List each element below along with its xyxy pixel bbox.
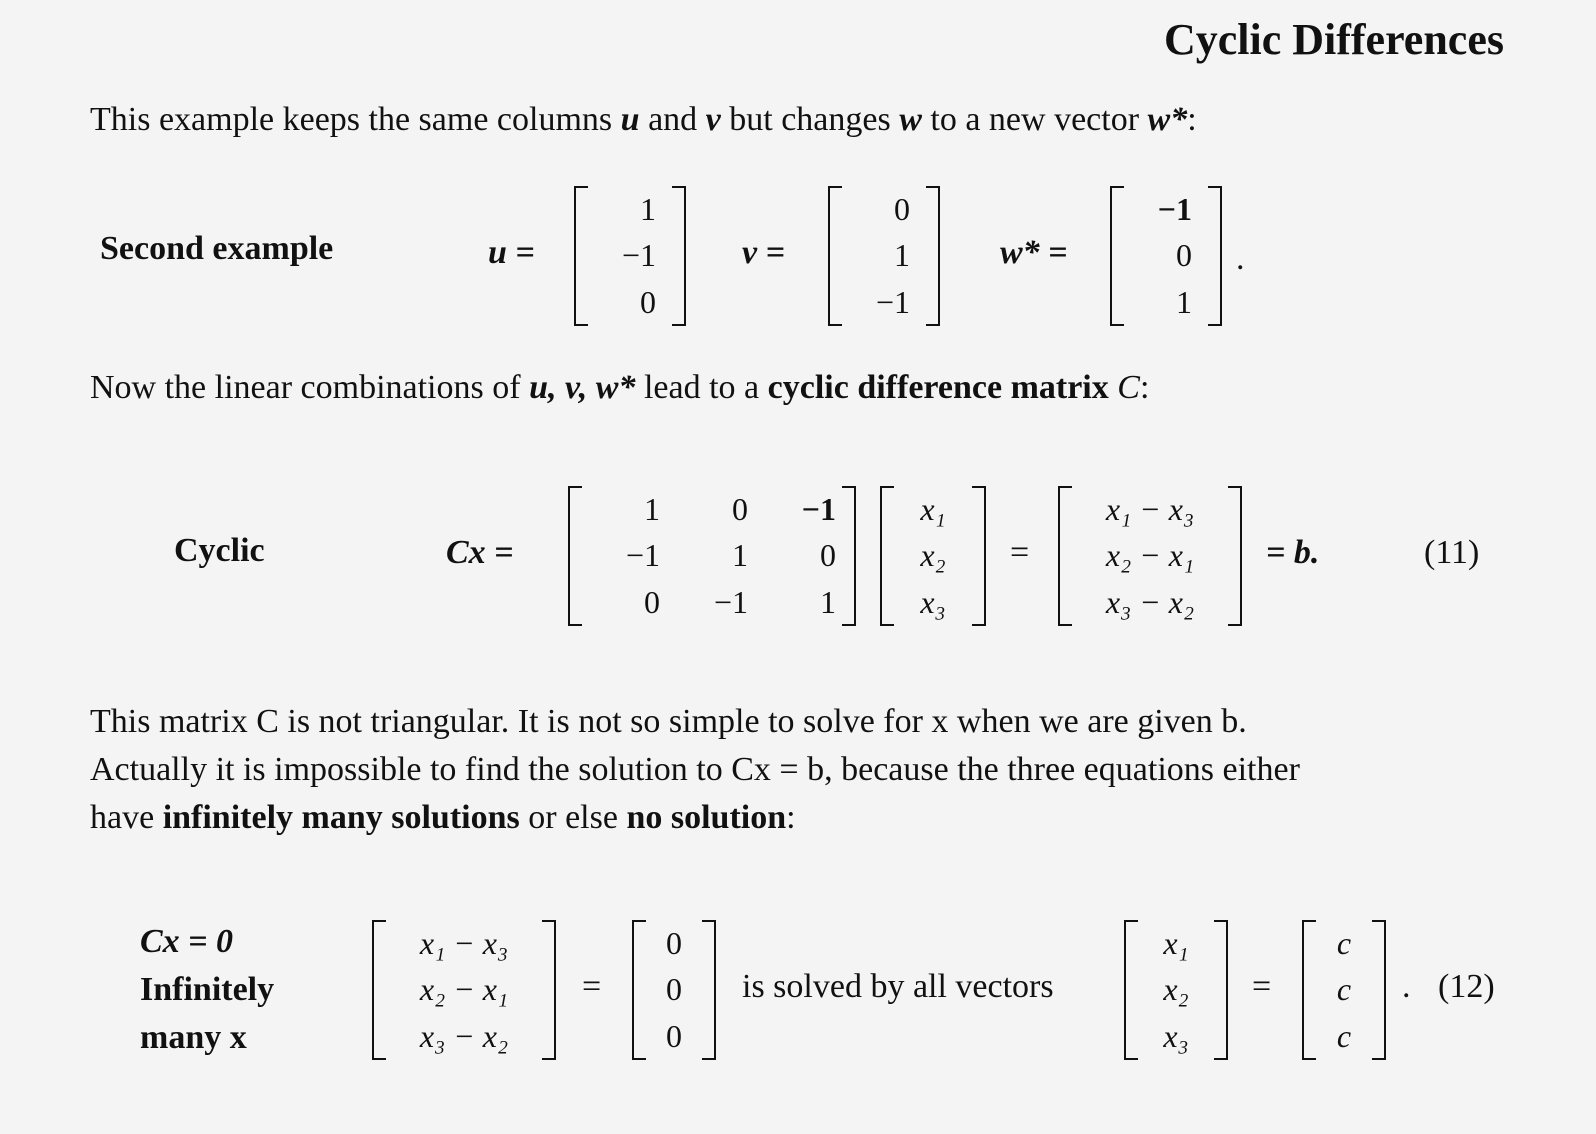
equation-number-12: (12) [1438,968,1495,1005]
equation-number-11: (11) [1424,534,1480,571]
eq12-label [140,918,274,1062]
matrix-entry: 1 [644,490,660,527]
x-entry: x₃ [920,584,946,621]
difference-vector [1058,486,1242,626]
zero-entry: 0 [666,924,682,961]
eq12-text: is solved by all vectors [742,968,1054,1005]
matrix-entry: 0 [732,490,748,527]
body-line-1: This matrix C is not triangular. It is not so simple to solve for x when we are given b. [90,703,1247,740]
x-entry: x₁ [920,490,946,527]
difference-entry: x₃ − x₂ [419,1018,509,1055]
zero-entry: 0 [666,971,682,1008]
cx-equals-label: Cx = [446,534,514,571]
eq12-label-line: Cx = 0 [140,923,234,960]
v-entry: 1 [894,237,910,274]
c-entry: c [1336,924,1352,961]
x-entry: x₃ [1163,1018,1189,1055]
matrix-entry: 0 [820,537,836,574]
zero-vector [632,920,716,1060]
cyclic-label: Cyclic [174,532,265,569]
v-entry: −1 [875,284,910,321]
now-paragraph: Now the linear combinations of u, v, w* lead to a cyclic difference matrix C: [90,369,1150,406]
matrix-entry: 1 [732,537,748,574]
v-vector [828,186,940,326]
matrix-entry: 0 [644,584,660,621]
difference-entry: x₃ − x₂ [1105,584,1195,621]
eq12-period: . [1402,968,1411,1005]
x-entry: x₂ [1163,971,1189,1008]
difference-entry: x₁ − x₃ [419,924,509,961]
difference-entry: x₁ − x₃ [1105,490,1195,527]
wstar-equals-label: w* = [1000,234,1068,271]
wstar-entry: 1 [1176,284,1192,321]
u-entry: −1 [621,237,656,274]
wstar-vector [1110,186,1222,326]
matrix-entry: −1 [801,490,836,527]
u-vector [574,186,686,326]
body-line-2: Actually it is impossible to find the solution to Cx = b, because the three equations either [90,751,1300,788]
intro-paragraph: This example keeps the same columns u and v but changes w to a new vector w*: [90,101,1197,138]
c-entry: c [1336,971,1352,1008]
v-entry: 0 [894,190,910,227]
eq12-equals-2: = [1252,968,1272,1005]
v-equals-label: v = [742,234,785,271]
x-entry: x₁ [1163,924,1189,961]
eq12-difference-vector [372,920,556,1060]
eq12-label-line: many x [140,1019,247,1056]
page-title: Cyclic Differences [1163,15,1504,64]
difference-entry: x₂ − x₁ [419,971,509,1008]
c-vector [1302,920,1386,1060]
matrix-entry: −1 [625,537,660,574]
cyclic-matrix [568,486,856,626]
eq12-label-line: Infinitely [140,971,275,1008]
wstar-entry: 0 [1176,237,1192,274]
body-line-3: have infinitely many solutions or else no solution: [90,799,796,836]
matrix-entry: −1 [713,584,748,621]
difference-entry: x₂ − x₁ [1105,537,1195,574]
wstar-entry: −1 [1157,190,1192,227]
x-vector [880,486,986,626]
eq12-x-vector [1124,920,1228,1060]
second-example-period: . [1236,240,1245,277]
x-entry: x₂ [920,537,946,574]
u-equals-label: u = [488,234,535,271]
eq12-equals-1: = [582,968,602,1005]
second-example-label: Second example [100,230,334,267]
equals-b: = b. [1266,534,1320,571]
equals-sign: = [1010,534,1030,571]
u-entry: 1 [640,190,656,227]
matrix-entry: 1 [820,584,836,621]
zero-entry: 0 [666,1018,682,1055]
u-entry: 0 [640,284,656,321]
c-entry: c [1336,1018,1352,1055]
